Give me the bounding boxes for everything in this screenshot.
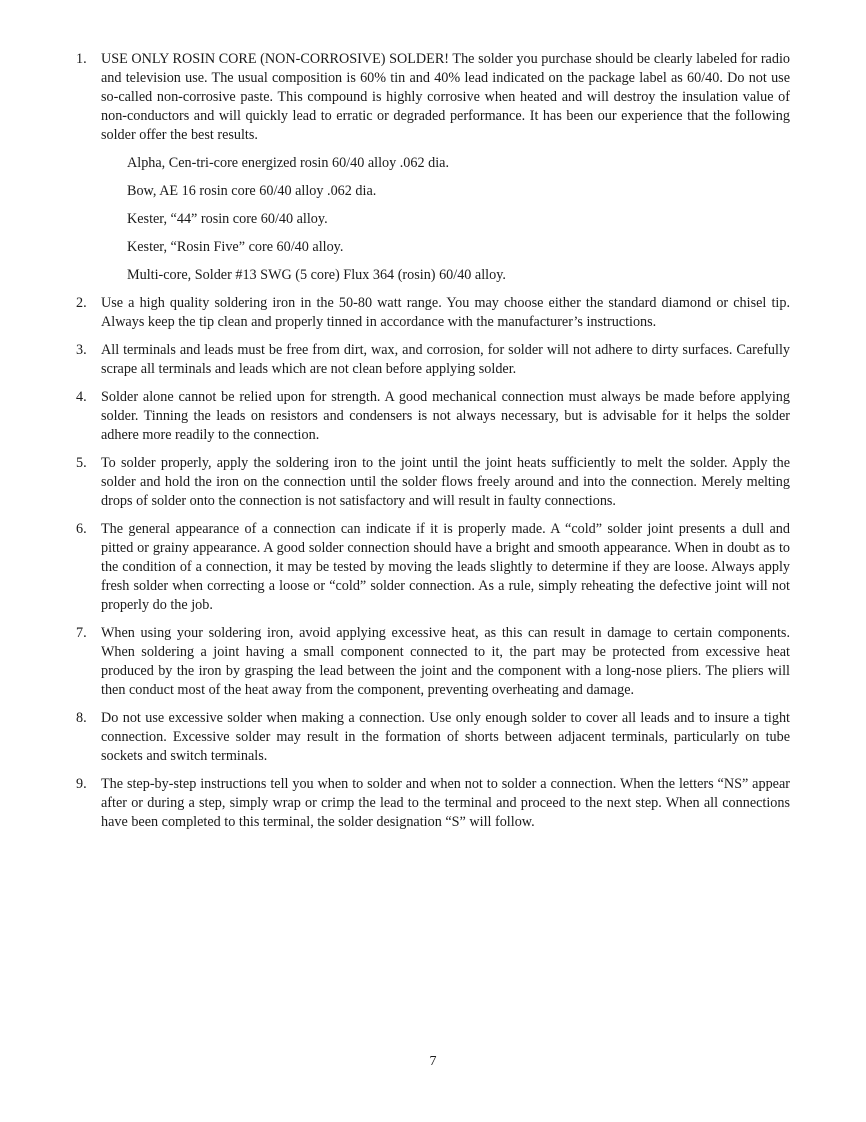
- recommended-solder-list: [101, 154, 790, 285]
- item-text: Use a high quality soldering iron in the 50-80 watt range. You may choose either the standard diamond or chisel tip. Always keep the tip clean and properly tinned in accordance with the manufacturer’s instructions.: [101, 295, 790, 330]
- item-text: Solder alone cannot be relied upon for strength. A good mechanical connection must always be made before applying solder. Tinning the leads on resistors and condensers is not always necessary, but is advisable for it helps the solder adhere more readily to the connection.: [101, 389, 790, 443]
- list-item-9: [74, 775, 790, 832]
- list-item-3: [74, 341, 790, 379]
- list-item-4: [74, 388, 790, 445]
- list-item-1: [74, 50, 790, 285]
- list-item-7: [74, 624, 790, 700]
- solder-item-bow: Bow, AE 16 rosin core 60/40 alloy .062 dia.: [127, 183, 377, 199]
- item-number: 4.: [76, 389, 87, 405]
- item-number: 1.: [76, 51, 87, 67]
- item-text: All terminals and leads must be free from dirt, wax, and corrosion, for solder will not adhere to dirty surfaces. Carefully scrape all terminals and leads which are not clean before applying solder.: [101, 342, 790, 377]
- solder-item-kester-rosin-five: Kester, “Rosin Five” core 60/40 alloy.: [127, 239, 344, 255]
- list-item-8: [74, 709, 790, 766]
- item-number: 7.: [76, 625, 87, 641]
- list-item-2: [74, 294, 790, 332]
- item-number: 8.: [76, 710, 87, 726]
- item-text: To solder properly, apply the soldering iron to the joint until the joint heats sufficiently to melt the solder. Apply the solder and hold the iron on the connection until the solder flows freely around and into the connection. Merely melting drops of solder onto the connection is not satisfactory and will result in faulty connections.: [101, 455, 790, 509]
- item-number: 5.: [76, 455, 87, 471]
- page-number: 7: [429, 1054, 437, 1069]
- item-text: USE ONLY ROSIN CORE (NON-CORROSIVE) SOLDER! The solder you purchase should be clearly labeled for radio and television use. The usual composition is 60% tin and 40% lead indicated on the package label as 60/40. Do not use so-called non-corrosive paste. This compound is highly corrosive when heated and will destroy the insulation value of non-conductors and will quickly lead to erratic or degraded performance. It has been our experience that the following solder offer the best results.: [101, 51, 790, 143]
- list-item-6: [74, 520, 790, 615]
- solder-item-kester-44: Kester, “44” rosin core 60/40 alloy.: [127, 211, 328, 227]
- soldering-instructions-list: [74, 50, 790, 841]
- item-text: The step-by-step instructions tell you when to solder and when not to solder a connection. When the letters “NS” appear after or during a step, simply wrap or crimp the lead to the terminal and proceed to the next step. When all connections have been completed to this terminal, the solder designation “S” will follow.: [101, 776, 790, 830]
- solder-item-alpha: Alpha, Cen-tri-core energized rosin 60/40 alloy .062 dia.: [127, 155, 450, 171]
- item-number: 3.: [76, 342, 87, 358]
- solder-item-multi-core: Multi-core, Solder #13 SWG (5 core) Flux 364 (rosin) 60/40 alloy.: [127, 267, 506, 283]
- list-item-5: [74, 454, 790, 511]
- item-text: When using your soldering iron, avoid applying excessive heat, as this can result in damage to certain components. When soldering a joint having a small component connected to it, the part may be protected from excessive heat produced by the iron by grasping the lead between the joint and the component with a long-nose pliers. The pliers will then conduct most of the heat away from the component, preventing overheating and damage.: [101, 625, 790, 698]
- item-number: 9.: [76, 776, 87, 792]
- item-text: Do not use excessive solder when making a connection. Use only enough solder to cover all leads and to insure a tight connection. Excessive solder may result in the formation of shorts between adjacent terminals, particularly on tube sockets and switch terminals.: [101, 710, 790, 764]
- item-number: 2.: [76, 295, 87, 311]
- item-text: The general appearance of a connection can indicate if it is properly made. A “cold” solder joint presents a dull and pitted or grainy appearance. A good solder connection should have a bright and smooth appearance. When in doubt as to the condition of a connection, it may be tested by moving the leads slightly to determine if they are loose. Always apply fresh solder when correcting a loose or “cold” solder connection. As a rule, simply reheating the defective joint will not properly do the job.: [101, 521, 790, 613]
- item-number: 6.: [76, 521, 87, 537]
